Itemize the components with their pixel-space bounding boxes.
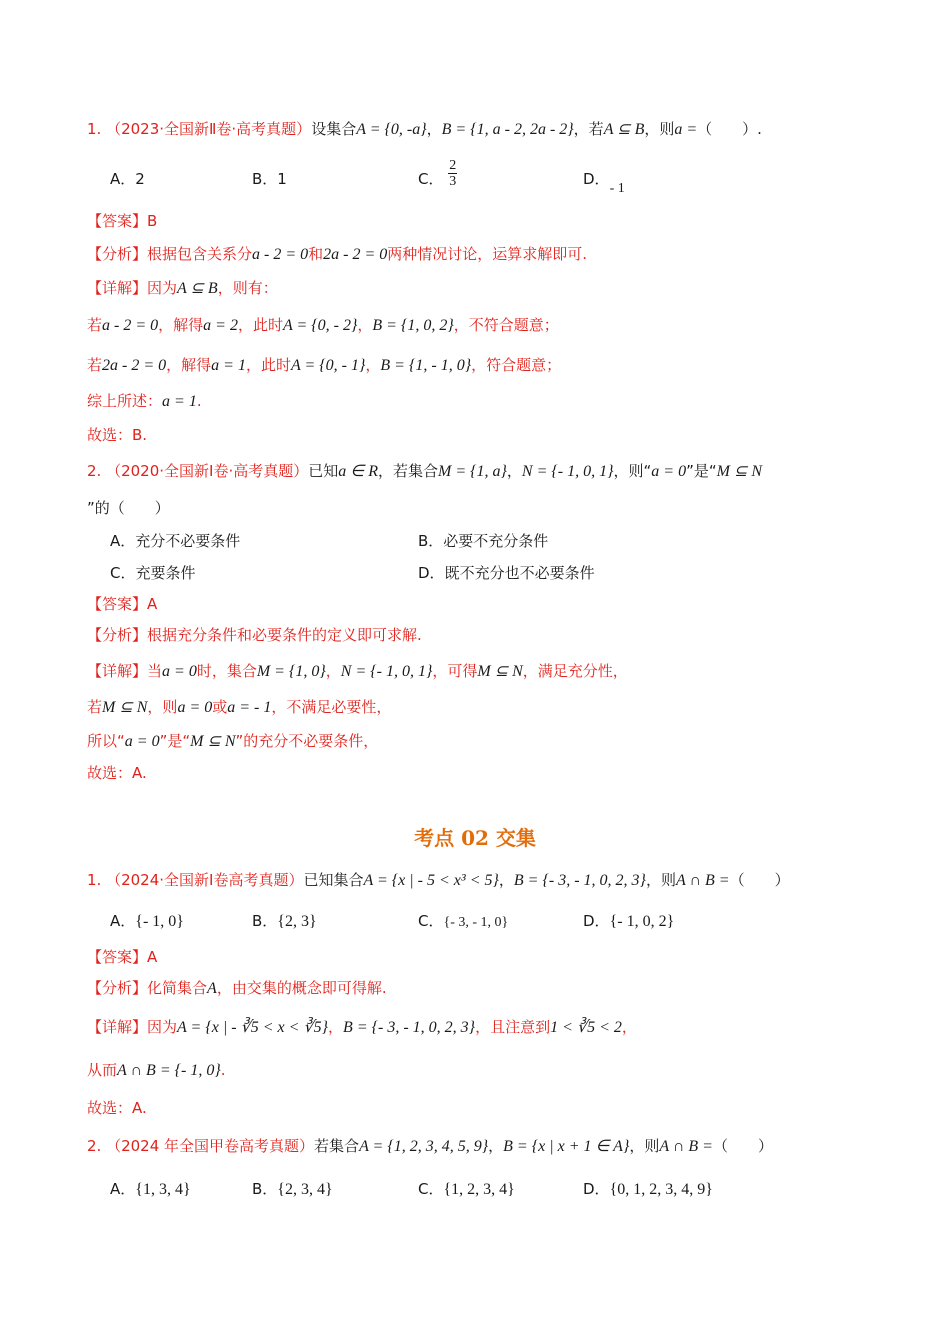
math-expression: B = {1, - 1, 0} — [380, 357, 472, 374]
analysis-text: 和 — [308, 245, 324, 263]
detail-text: ，此时 — [237, 316, 283, 334]
math-expression: A ∩ B = {- 1, 0} — [117, 1062, 221, 1079]
stem-text: 若集合 — [314, 1137, 360, 1155]
detail-text: 时，集合 — [196, 662, 257, 680]
math-expression: 1 < ∛5 < 2 — [550, 1019, 622, 1036]
detail-text: ，符合题意； — [471, 356, 562, 374]
math-expression: 2a - 2 = 0 — [323, 246, 388, 263]
option-b — [252, 910, 317, 933]
analysis-text: 根据包含关系分 — [147, 245, 253, 263]
math-expression: a = 0 — [124, 733, 160, 750]
q1-1-stem — [87, 118, 762, 141]
option-value: {0, 1, 2, 3, 4, 9} — [609, 1181, 713, 1198]
option-label: D． — [583, 912, 610, 930]
detail-text: ”的充分不必要条件， — [235, 732, 379, 750]
stem-text: ，则 — [629, 1137, 660, 1155]
math-expression: a = - 1 — [227, 699, 272, 716]
math-expression: N = {- 1, 0, 1} — [521, 463, 614, 480]
option-value: {- 3, - 1, 0} — [443, 915, 509, 930]
detail-text: ， — [325, 662, 341, 680]
detail-text: ，可得 — [432, 662, 478, 680]
option-a — [110, 910, 184, 933]
math-expression: M ⊆ N — [102, 699, 148, 716]
math-expression: A = {0, - 1} — [290, 357, 366, 374]
summary-line — [87, 390, 202, 413]
math-expression: a = 0 — [177, 699, 213, 716]
math-expression: A = {1, 2, 3, 4, 5, 9} — [359, 1138, 489, 1155]
analysis-tag: 【分析】 — [87, 979, 148, 997]
math-expression: A ∩ B = — [675, 872, 730, 889]
math-expression: A — [207, 980, 217, 997]
math-expression: A = {0, - 2} — [282, 317, 358, 334]
option-d — [583, 1178, 713, 1201]
math-expression: A = {x | - 5 < x³ < 5} — [363, 872, 499, 889]
option-label: D． — [583, 1180, 610, 1198]
option-label: B． — [252, 1180, 278, 1198]
question-number: 2. — [87, 462, 102, 480]
q2-2-stem — [87, 1135, 773, 1158]
analysis-text: 两种情况讨论，运算求解即可. — [387, 245, 588, 263]
option-label: C． — [418, 912, 444, 930]
option-value: 充要条件 — [135, 564, 196, 582]
answer-value: A — [147, 595, 158, 613]
section-heading: 考点 02 交集 — [414, 826, 536, 850]
math-expression: a - 2 = 0 — [102, 317, 159, 334]
detail-case-1 — [87, 314, 559, 337]
option-label: D． — [583, 170, 610, 188]
math-expression: 2a - 2 = 0 — [102, 357, 167, 374]
option-value: 2 — [135, 170, 145, 188]
stem-text: （ ） — [729, 871, 790, 889]
q2-1-stem — [87, 869, 790, 892]
detail-line — [87, 277, 278, 300]
math-expression: a - 2 = 0 — [252, 246, 309, 263]
option-value: {2, 3} — [277, 913, 317, 930]
analysis-line — [87, 977, 387, 1000]
detail-text: 所以“ — [87, 732, 125, 750]
detail-text: 若 — [87, 316, 103, 334]
option-d — [583, 910, 674, 933]
option-label: B． — [418, 532, 444, 550]
option-d — [418, 562, 595, 584]
option-c — [418, 1178, 515, 1201]
option-value: {1, 2, 3, 4} — [443, 1181, 515, 1198]
option-a — [110, 530, 240, 552]
option-label: C． — [418, 1180, 444, 1198]
detail-text: ，则有： — [217, 279, 278, 297]
math-expression: a = 2 — [203, 317, 238, 334]
option-label: A． — [110, 532, 136, 550]
detail-text: ， — [365, 356, 381, 374]
math-expression: a ∈ R — [338, 463, 378, 480]
stem-text: （ ） — [712, 1137, 773, 1155]
option-c — [418, 158, 457, 190]
fraction — [448, 158, 457, 189]
detail-tag: 【详解】 — [87, 279, 148, 297]
option-value: {2, 3, 4} — [277, 1181, 333, 1198]
math-expression: M = {1, a} — [437, 463, 507, 480]
math-expression: a = 0 — [162, 663, 197, 680]
option-value: {1, 3, 4} — [135, 1181, 191, 1198]
stem-text: ，则 — [645, 871, 676, 889]
math-expression: a = 1 — [211, 357, 246, 374]
answer-tag: 【答案】 — [87, 948, 148, 966]
stem-text: 已知 — [308, 462, 339, 480]
option-value: 必要不充分条件 — [443, 532, 549, 550]
choose-line: 故选：B. — [87, 426, 148, 444]
option-label: B． — [252, 170, 278, 188]
answer-tag: 【答案】 — [87, 595, 148, 613]
option-label: B． — [252, 912, 278, 930]
answer-line — [87, 210, 157, 232]
math-expression: M = {1, 0} — [256, 663, 326, 680]
math-expression: A ∩ B = — [659, 1138, 713, 1155]
stem-text: ，若集合 — [377, 462, 438, 480]
answer-value: B — [147, 212, 158, 230]
stem-text: ，若 — [573, 120, 604, 138]
detail-text: ，不符合题意； — [453, 316, 559, 334]
detail-line — [87, 1016, 637, 1039]
analysis-line — [87, 624, 422, 646]
question-source: （2023·全国新Ⅱ卷·高考真题） — [106, 120, 312, 138]
answer-value: A — [147, 948, 158, 966]
question-source: （2024 年全国甲卷高考真题） — [106, 1137, 315, 1155]
math-expression: B = {1, a - 2, 2a - 2} — [441, 121, 574, 138]
q1-2-stem-continued: ”的（ ） — [87, 499, 170, 517]
detail-case-2 — [87, 354, 561, 377]
question-source: （2020·全国新Ⅰ卷·高考真题） — [106, 462, 309, 480]
math-expression: a = — [674, 121, 698, 138]
fraction-denominator: 3 — [449, 174, 457, 189]
option-value: 既不充分也不必要条件 — [444, 564, 595, 582]
analysis-text: 化简集合 — [147, 979, 208, 997]
detail-text: 若 — [87, 356, 103, 374]
answer-tag: 【答案】 — [87, 212, 148, 230]
option-value: - 1 — [609, 181, 625, 196]
detail-tag: 【详解】 — [87, 662, 148, 680]
math-expression: A ⊆ B — [177, 280, 218, 297]
detail-text: ”是“ — [159, 732, 191, 750]
detail-line — [87, 660, 628, 683]
detail-text: 因为 — [147, 1018, 178, 1036]
math-expression: B = {x | x + 1 ∈ A} — [503, 1138, 630, 1155]
stem-text: ，则“ — [613, 462, 652, 480]
analysis-text: ，由交集的概念即可得解. — [216, 979, 387, 997]
analysis-tag: 【分析】 — [87, 626, 148, 644]
math-expression: M ⊆ N — [716, 463, 763, 480]
analysis-text: 根据充分条件和必要条件的定义即可求解. — [147, 626, 422, 644]
detail-text: 或 — [212, 698, 228, 716]
math-expression: a = 0 — [651, 463, 687, 480]
detail-text: 从而 — [87, 1061, 118, 1079]
math-expression: M ⊆ N — [477, 663, 523, 680]
option-c — [418, 910, 508, 934]
math-expression: A = {x | - ∛5 < x < ∛5} — [177, 1019, 329, 1036]
detail-text: . — [220, 1061, 226, 1079]
option-a — [110, 168, 145, 190]
option-label: D． — [418, 564, 445, 582]
option-label: C． — [110, 564, 136, 582]
detail-text: ，此时 — [245, 356, 291, 374]
option-label: A． — [110, 1180, 136, 1198]
detail-text: ， — [621, 1018, 637, 1036]
option-label: C． — [418, 170, 444, 188]
option-value: {- 1, 0} — [135, 913, 184, 930]
math-expression: B = {1, 0, 2} — [372, 317, 454, 334]
detail-text: ，解得 — [166, 356, 212, 374]
detail-text: ，解得 — [158, 316, 204, 334]
detail-text: ，满足充分性， — [522, 662, 628, 680]
detail-line-2 — [87, 696, 391, 719]
option-a — [110, 1178, 191, 1201]
analysis-tag: 【分析】 — [87, 245, 148, 263]
option-value: {- 1, 0, 2} — [609, 913, 675, 930]
detail-text: 若 — [87, 698, 103, 716]
option-b — [252, 1178, 333, 1201]
option-value: 充分不必要条件 — [135, 532, 241, 550]
stem-text: ， — [488, 1137, 504, 1155]
stem-text: ，则 — [644, 120, 675, 138]
stem-text: ”是“ — [686, 462, 717, 480]
stem-text: ， — [426, 120, 442, 138]
answer-line — [87, 593, 157, 615]
choose-line: 故选：A. — [87, 1099, 147, 1117]
question-number: 2. — [87, 1137, 102, 1155]
question-source: （2024·全国新Ⅰ卷高考真题） — [106, 871, 304, 889]
answer-line — [87, 946, 157, 968]
summary-text: 综上所述： — [87, 392, 163, 410]
detail-line-2 — [87, 1059, 226, 1082]
choose-line: 故选：A. — [87, 764, 147, 782]
stem-text: （ ）. — [697, 120, 762, 138]
option-d — [583, 168, 625, 196]
detail-text: ，不满足必要性， — [271, 698, 392, 716]
detail-text: 因为 — [147, 279, 178, 297]
q1-2-stem — [87, 460, 762, 483]
detail-line-3 — [87, 730, 378, 753]
math-expression: A ⊆ B — [603, 121, 645, 138]
option-b — [252, 168, 287, 190]
stem-text: 设集合 — [311, 120, 357, 138]
math-expression: A = {0, -a} — [356, 121, 427, 138]
summary-text: . — [196, 392, 202, 410]
math-expression: B = {- 3, - 1, 0, 2, 3} — [513, 872, 646, 889]
math-expression: M ⊆ N — [190, 733, 236, 750]
stem-text: ， — [506, 462, 522, 480]
math-expression: a = 1 — [162, 393, 197, 410]
math-expression: B = {- 3, - 1, 0, 2, 3} — [343, 1019, 476, 1036]
detail-text: ， — [357, 316, 373, 334]
detail-text: ，且注意到 — [475, 1018, 551, 1036]
stem-text: 已知集合 — [303, 871, 364, 889]
question-number: 1. — [87, 871, 102, 889]
detail-text: 当 — [147, 662, 163, 680]
question-number: 1. — [87, 120, 102, 138]
option-c — [110, 562, 196, 584]
option-label: A． — [110, 170, 136, 188]
math-expression: N = {- 1, 0, 1} — [340, 663, 433, 680]
option-value: 1 — [277, 170, 287, 188]
analysis-line — [87, 243, 587, 266]
stem-text: ， — [498, 871, 514, 889]
option-label: A． — [110, 912, 136, 930]
detail-text: ，则 — [147, 698, 178, 716]
fraction-numerator: 2 — [449, 158, 457, 173]
option-b — [418, 530, 548, 552]
detail-tag: 【详解】 — [87, 1018, 148, 1036]
detail-text: ， — [328, 1018, 344, 1036]
